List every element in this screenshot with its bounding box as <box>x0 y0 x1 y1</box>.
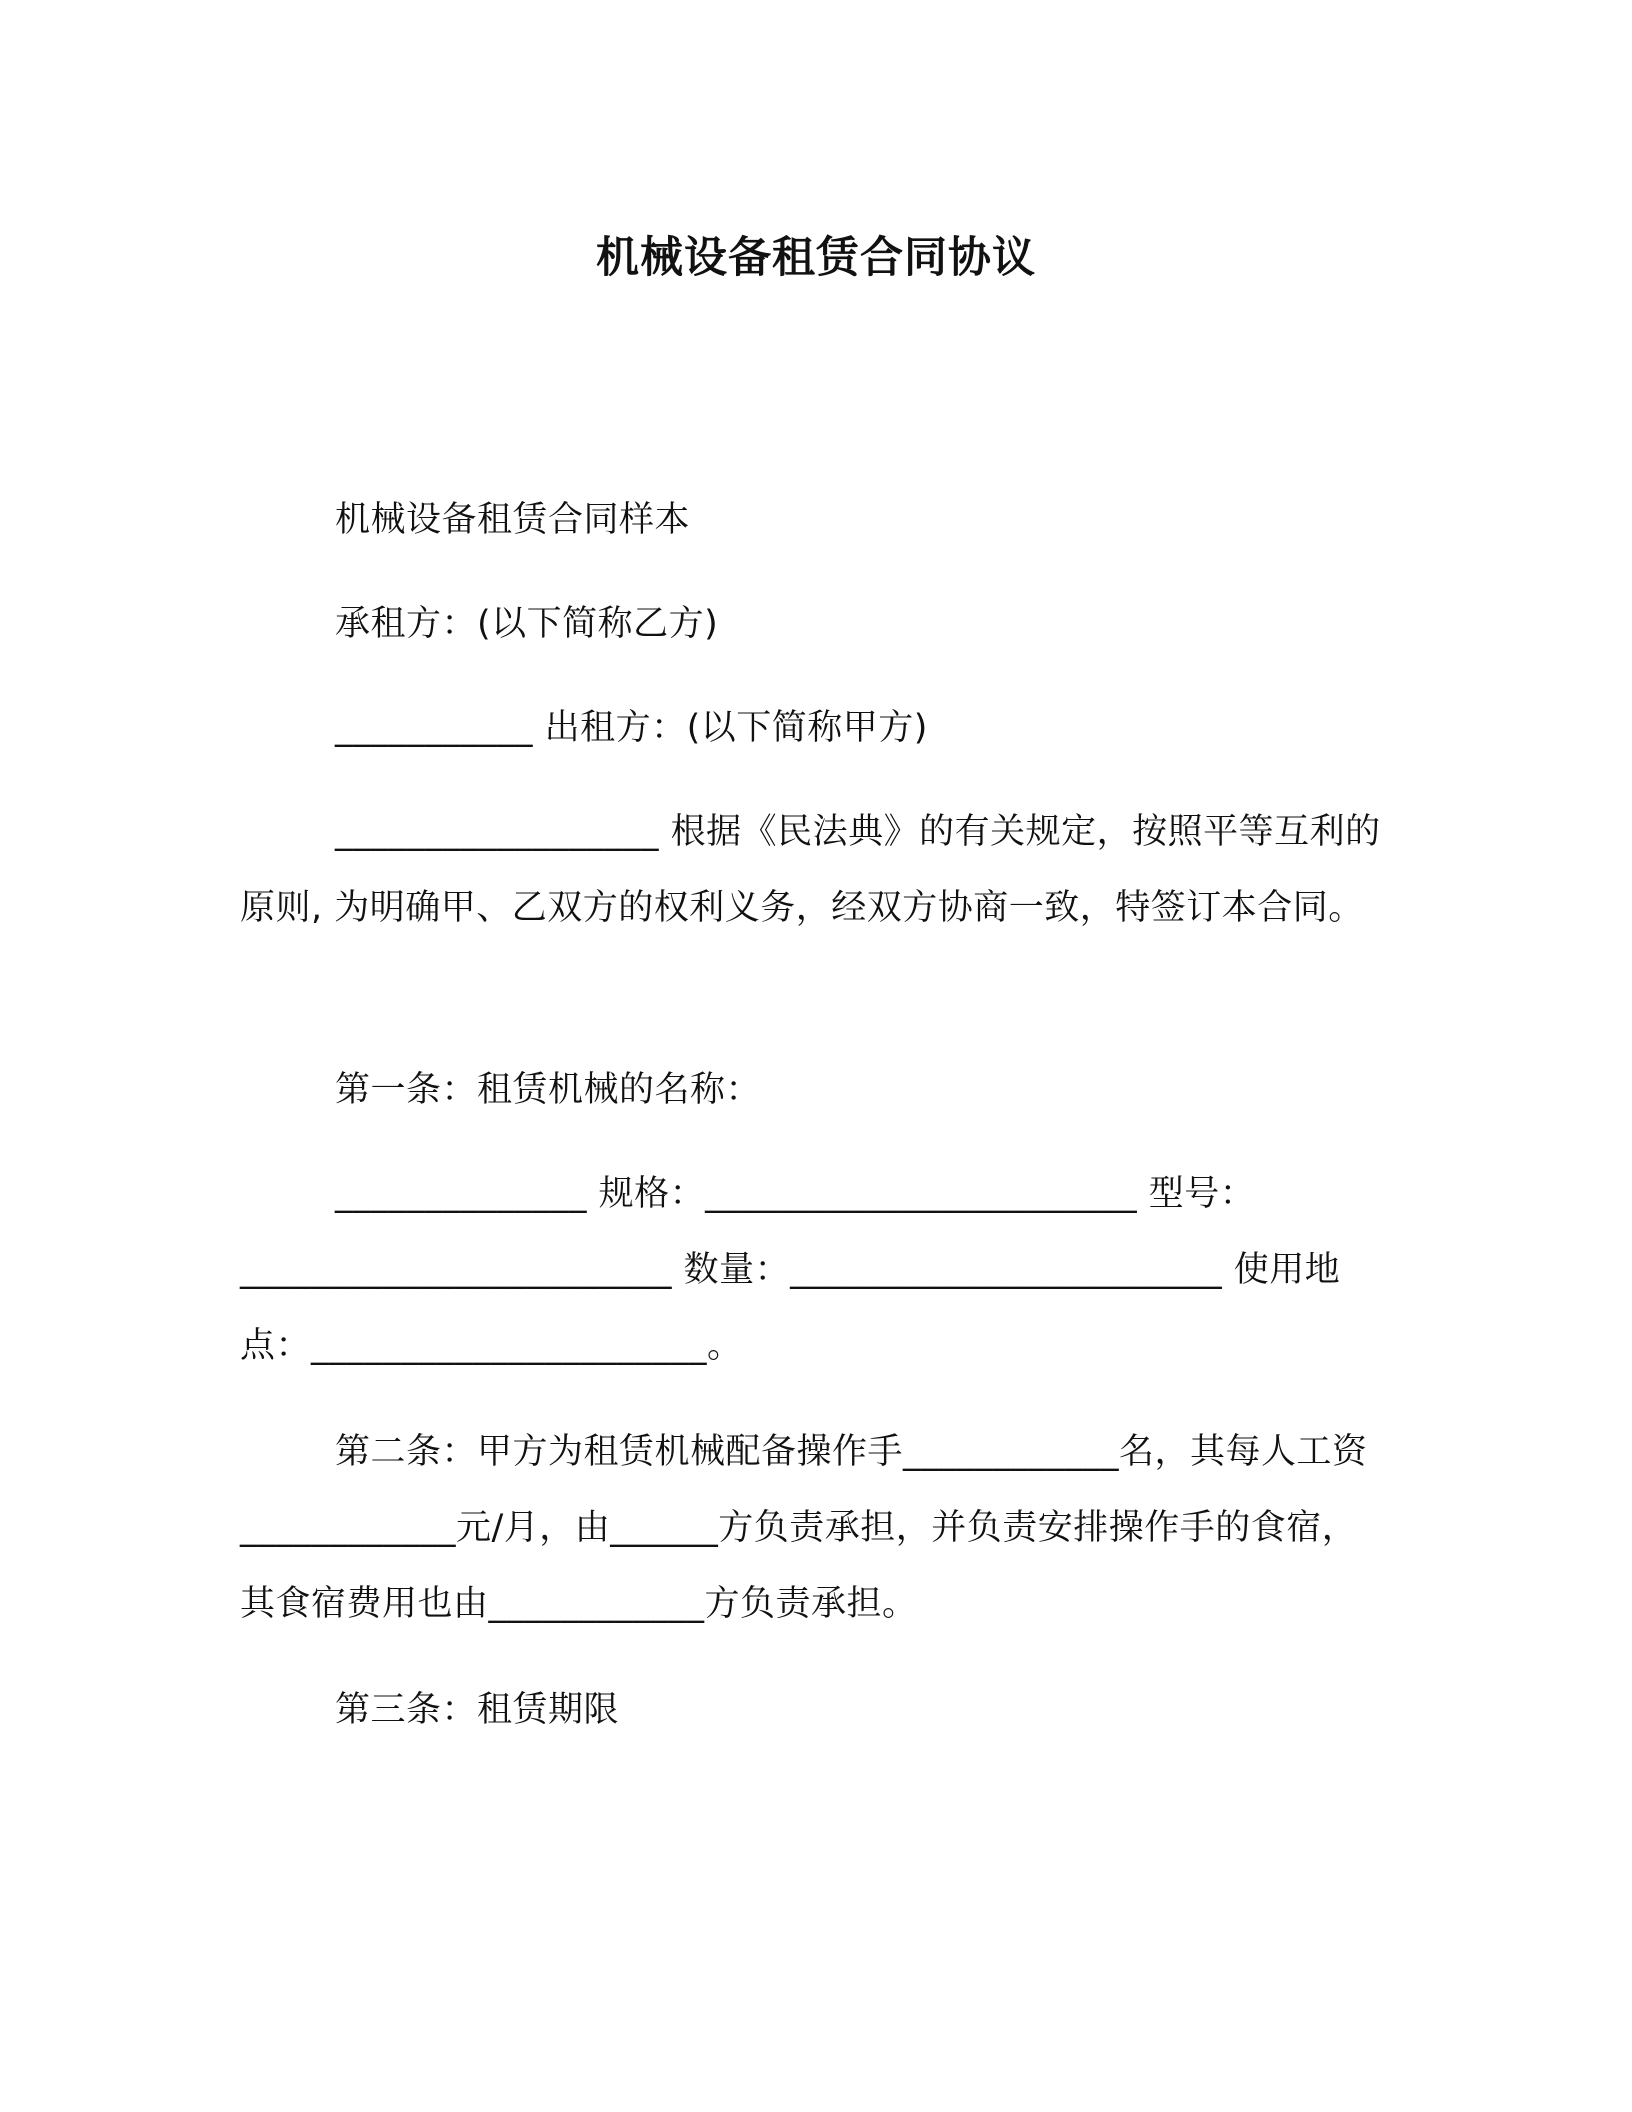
article-1-details <box>240 1156 1392 1384</box>
paragraph-contract-sample <box>240 482 1392 558</box>
paragraph-lessor <box>240 690 1392 766</box>
paragraph-text: 第三条：租赁期限 <box>335 1690 620 1730</box>
paragraph-text: 机械设备租赁合同样本 <box>335 500 691 540</box>
document-title: 机械设备租赁合同协议 <box>596 233 1036 283</box>
article-1-heading <box>240 1052 1392 1128</box>
paragraph-text: 第一条：租赁机械的名称： <box>335 1070 762 1110</box>
paragraph-text: ______________ 规格：________________________ 型号：________________________ 数量：________________________ 使用地点：______________________。 <box>240 1174 1341 1366</box>
paragraph-text: 承租方：(以下简称乙方) <box>335 604 719 644</box>
paragraph-preamble <box>240 794 1392 946</box>
paragraph-lessee <box>240 586 1392 662</box>
article-3-heading <box>240 1672 1392 1748</box>
paragraph-text: __________________ 根据《民法典》的有关规定，按照平等互利的原则, 为明确甲、乙双方的权利义务，经双方协商一致，特签订本合同。 <box>240 812 1381 928</box>
paragraph-text: 第二条：甲方为租赁机械配备操作手____________名，其每人工资____________元/月，由______方负责承担，并负责安排操作手的食宿，其食宿费用也由____________方负责承担。 <box>240 1432 1368 1624</box>
paragraph-text: ___________ 出租方：(以下简称甲方) <box>335 708 928 748</box>
article-2 <box>240 1414 1392 1642</box>
